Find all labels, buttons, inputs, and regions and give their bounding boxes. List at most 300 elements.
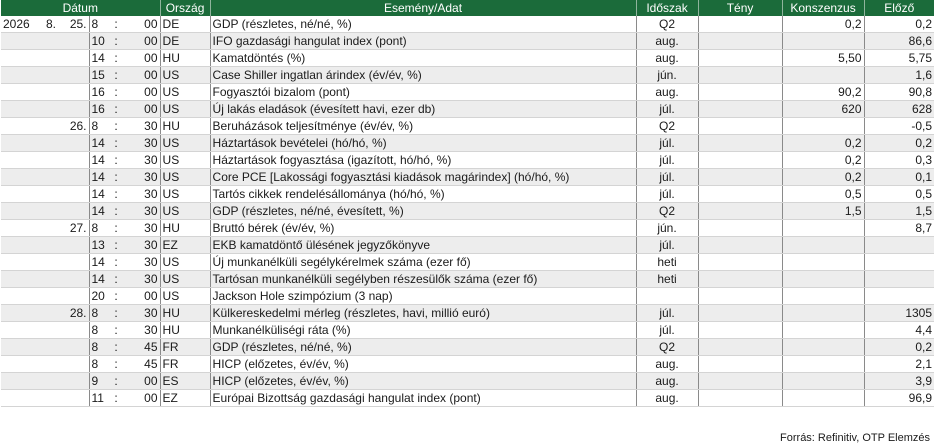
event-cell: GDP (részletes, né/né, %) (210, 16, 636, 33)
actual-cell (698, 186, 782, 203)
consensus-cell (782, 373, 864, 390)
country-cell: EZ (160, 237, 210, 254)
economic-calendar-table (1, 0, 934, 407)
time-minute-cell: 00 (123, 50, 160, 67)
event-cell: Új munkanélküli segélykérelmek száma (ezer fő) (210, 254, 636, 271)
previous-cell (864, 254, 934, 271)
country-cell: US (160, 288, 210, 305)
table-row (1, 356, 934, 373)
actual-cell (698, 254, 782, 271)
period-cell: Q2 (636, 339, 698, 356)
consensus-cell: 620 (782, 101, 864, 118)
date-month-cell (38, 237, 58, 254)
time-hour-cell: 9 (89, 373, 109, 390)
table-header-row (1, 0, 934, 16)
date-month-cell (38, 152, 58, 169)
country-cell: US (160, 67, 210, 84)
time-hour-cell: 8 (89, 16, 109, 33)
time-minute-cell: 45 (123, 339, 160, 356)
time-separator: : (109, 84, 123, 101)
date-day-cell (58, 356, 89, 373)
country-cell: US (160, 169, 210, 186)
consensus-cell (782, 254, 864, 271)
consensus-cell: 0,2 (782, 16, 864, 33)
period-cell: jún. (636, 220, 698, 237)
time-minute-cell: 45 (123, 356, 160, 373)
time-separator: : (109, 356, 123, 373)
previous-cell: 0,2 (864, 16, 934, 33)
date-month-cell (38, 118, 58, 135)
table-row (1, 288, 934, 305)
country-cell: US (160, 101, 210, 118)
previous-cell: 8,7 (864, 220, 934, 237)
date-year-cell (1, 322, 38, 339)
time-separator: : (109, 50, 123, 67)
time-hour-cell: 11 (89, 390, 109, 407)
event-cell: IFO gazdasági hangulat index (pont) (210, 33, 636, 50)
time-separator: : (109, 373, 123, 390)
time-separator: : (109, 305, 123, 322)
time-separator: : (109, 271, 123, 288)
consensus-cell: 0,5 (782, 186, 864, 203)
period-cell: aug. (636, 84, 698, 101)
date-year-cell (1, 390, 38, 407)
period-cell: heti (636, 271, 698, 288)
time-separator: : (109, 220, 123, 237)
event-cell: Kamatdöntés (%) (210, 50, 636, 67)
col-header-event: Esemény/Adat (210, 0, 636, 16)
table-row (1, 50, 934, 67)
date-day-cell (58, 186, 89, 203)
actual-cell (698, 16, 782, 33)
date-year-cell (1, 101, 38, 118)
time-separator: : (109, 186, 123, 203)
table-row (1, 203, 934, 220)
date-day-cell (58, 237, 89, 254)
col-header-period: Időszak (636, 0, 698, 16)
country-cell: US (160, 135, 210, 152)
date-month-cell (38, 84, 58, 101)
consensus-cell (782, 356, 864, 373)
date-year-cell (1, 237, 38, 254)
country-cell: DE (160, 33, 210, 50)
date-month-cell (38, 135, 58, 152)
time-separator: : (109, 322, 123, 339)
date-year-cell (1, 373, 38, 390)
date-day-cell (58, 84, 89, 101)
period-cell: jún. (636, 67, 698, 84)
time-hour-cell: 16 (89, 84, 109, 101)
period-cell: júl. (636, 186, 698, 203)
actual-cell (698, 237, 782, 254)
time-separator: : (109, 169, 123, 186)
previous-cell: 628 (864, 101, 934, 118)
date-month-cell (38, 254, 58, 271)
consensus-cell (782, 288, 864, 305)
time-minute-cell: 30 (123, 220, 160, 237)
period-cell: júl. (636, 169, 698, 186)
actual-cell (698, 373, 782, 390)
previous-cell: 0,3 (864, 152, 934, 169)
time-minute-cell: 00 (123, 373, 160, 390)
time-minute-cell: 00 (123, 288, 160, 305)
time-separator: : (109, 135, 123, 152)
time-hour-cell: 14 (89, 186, 109, 203)
actual-cell (698, 390, 782, 407)
date-month-cell (38, 271, 58, 288)
time-separator: : (109, 101, 123, 118)
period-cell: júl. (636, 135, 698, 152)
actual-cell (698, 33, 782, 50)
col-header-date: Dátum (1, 0, 160, 16)
date-day-cell (58, 33, 89, 50)
actual-cell (698, 220, 782, 237)
event-cell: GDP (részletes, né/né, %) (210, 339, 636, 356)
event-cell: Munkanélküliségi ráta (%) (210, 322, 636, 339)
period-cell: aug. (636, 390, 698, 407)
period-cell: aug. (636, 33, 698, 50)
consensus-cell (782, 67, 864, 84)
table-row (1, 16, 934, 33)
period-cell: júl. (636, 305, 698, 322)
table-row (1, 118, 934, 135)
period-cell: júl. (636, 322, 698, 339)
time-minute-cell: 30 (123, 254, 160, 271)
date-year-cell (1, 186, 38, 203)
actual-cell (698, 50, 782, 67)
previous-cell: 3,9 (864, 373, 934, 390)
event-cell: Tartós cikkek rendelésállománya (hó/hó, %) (210, 186, 636, 203)
time-separator: : (109, 237, 123, 254)
date-month-cell (38, 33, 58, 50)
time-separator: : (109, 16, 123, 33)
col-header-actual: Tény (698, 0, 782, 16)
col-header-previous: Előző (864, 0, 934, 16)
consensus-cell (782, 390, 864, 407)
actual-cell (698, 356, 782, 373)
date-day-cell (58, 322, 89, 339)
actual-cell (698, 322, 782, 339)
date-day-cell (58, 169, 89, 186)
period-cell (636, 288, 698, 305)
table-row (1, 305, 934, 322)
date-month-cell (38, 50, 58, 67)
date-day-cell: 25. (58, 16, 89, 33)
country-cell: US (160, 186, 210, 203)
consensus-cell (782, 339, 864, 356)
col-header-consensus: Konszenzus (782, 0, 864, 16)
time-hour-cell: 14 (89, 135, 109, 152)
previous-cell: 1,6 (864, 67, 934, 84)
table-row (1, 33, 934, 50)
date-year-cell (1, 339, 38, 356)
previous-cell: 0,2 (864, 135, 934, 152)
country-cell: US (160, 203, 210, 220)
time-separator: : (109, 33, 123, 50)
time-hour-cell: 8 (89, 322, 109, 339)
time-hour-cell: 10 (89, 33, 109, 50)
actual-cell (698, 288, 782, 305)
event-cell: Fogyasztói bizalom (pont) (210, 84, 636, 101)
col-header-country: Ország (160, 0, 210, 16)
date-day-cell (58, 254, 89, 271)
date-month-cell: 8. (38, 16, 58, 33)
consensus-cell (782, 33, 864, 50)
period-cell: aug. (636, 50, 698, 67)
consensus-cell (782, 118, 864, 135)
date-day-cell (58, 152, 89, 169)
date-year-cell (1, 254, 38, 271)
event-cell: EKB kamatdöntő ülésének jegyzőkönyve (210, 237, 636, 254)
time-hour-cell: 13 (89, 237, 109, 254)
table-row (1, 373, 934, 390)
time-hour-cell: 14 (89, 271, 109, 288)
previous-cell: 86,6 (864, 33, 934, 50)
country-cell: US (160, 84, 210, 101)
source-note: Forrás: Refinitiv, OTP Elemzés (780, 432, 930, 444)
country-cell: FR (160, 339, 210, 356)
period-cell: júl. (636, 237, 698, 254)
actual-cell (698, 101, 782, 118)
time-separator: : (109, 339, 123, 356)
previous-cell: 90,8 (864, 84, 934, 101)
date-day-cell (58, 135, 89, 152)
time-hour-cell: 8 (89, 305, 109, 322)
consensus-cell (782, 305, 864, 322)
period-cell: Q2 (636, 203, 698, 220)
time-minute-cell: 00 (123, 33, 160, 50)
date-day-cell (58, 271, 89, 288)
date-month-cell (38, 339, 58, 356)
country-cell: HU (160, 305, 210, 322)
actual-cell (698, 67, 782, 84)
event-cell: Európai Bizottság gazdasági hangulat index (pont) (210, 390, 636, 407)
date-day-cell (58, 373, 89, 390)
period-cell: Q2 (636, 118, 698, 135)
previous-cell: 1305 (864, 305, 934, 322)
time-separator: : (109, 254, 123, 271)
consensus-cell (782, 322, 864, 339)
time-hour-cell: 15 (89, 67, 109, 84)
event-cell: GDP (részletes, né/né, évesített, %) (210, 203, 636, 220)
event-cell: Külkereskedelmi mérleg (részletes, havi, millió euró) (210, 305, 636, 322)
time-minute-cell: 30 (123, 322, 160, 339)
actual-cell (698, 271, 782, 288)
time-separator: : (109, 118, 123, 135)
time-separator: : (109, 152, 123, 169)
country-cell: FR (160, 356, 210, 373)
consensus-cell: 90,2 (782, 84, 864, 101)
date-day-cell: 27. (58, 220, 89, 237)
previous-cell: -0,5 (864, 118, 934, 135)
date-month-cell (38, 186, 58, 203)
period-cell: Q2 (636, 16, 698, 33)
date-year-cell (1, 220, 38, 237)
consensus-cell (782, 271, 864, 288)
country-cell: US (160, 271, 210, 288)
previous-cell: 2,1 (864, 356, 934, 373)
time-minute-cell: 30 (123, 118, 160, 135)
time-hour-cell: 8 (89, 220, 109, 237)
date-month-cell (38, 220, 58, 237)
country-cell: EZ (160, 390, 210, 407)
event-cell: Bruttó bérek (év/év, %) (210, 220, 636, 237)
table-row (1, 390, 934, 407)
date-year-cell (1, 50, 38, 67)
date-month-cell (38, 101, 58, 118)
country-cell: HU (160, 220, 210, 237)
event-cell: HICP (előzetes, év/év, %) (210, 356, 636, 373)
time-hour-cell: 14 (89, 169, 109, 186)
table-row (1, 186, 934, 203)
time-minute-cell: 30 (123, 271, 160, 288)
date-month-cell (38, 203, 58, 220)
date-year-cell (1, 33, 38, 50)
table-row (1, 169, 934, 186)
consensus-cell: 0,2 (782, 152, 864, 169)
table-row (1, 339, 934, 356)
table-row (1, 84, 934, 101)
date-year-cell (1, 356, 38, 373)
country-cell: ES (160, 373, 210, 390)
event-cell: Beruházások teljesítménye (év/év, %) (210, 118, 636, 135)
time-minute-cell: 30 (123, 305, 160, 322)
date-year-cell (1, 288, 38, 305)
time-minute-cell: 00 (123, 101, 160, 118)
previous-cell: 0,2 (864, 339, 934, 356)
actual-cell (698, 118, 782, 135)
date-month-cell (38, 322, 58, 339)
time-minute-cell: 00 (123, 67, 160, 84)
date-day-cell (58, 50, 89, 67)
consensus-cell: 5,50 (782, 50, 864, 67)
time-separator: : (109, 67, 123, 84)
table-row (1, 254, 934, 271)
time-minute-cell: 30 (123, 169, 160, 186)
date-month-cell (38, 288, 58, 305)
date-day-cell (58, 390, 89, 407)
table-row (1, 101, 934, 118)
table-row (1, 67, 934, 84)
consensus-cell: 0,2 (782, 169, 864, 186)
period-cell: aug. (636, 373, 698, 390)
time-minute-cell: 00 (123, 84, 160, 101)
period-cell: aug. (636, 356, 698, 373)
actual-cell (698, 305, 782, 322)
date-year-cell (1, 84, 38, 101)
table-row (1, 152, 934, 169)
country-cell: US (160, 152, 210, 169)
date-day-cell (58, 339, 89, 356)
date-day-cell (58, 288, 89, 305)
event-cell: Jackson Hole szimpózium (3 nap) (210, 288, 636, 305)
actual-cell (698, 169, 782, 186)
time-separator: : (109, 203, 123, 220)
previous-cell: 4,4 (864, 322, 934, 339)
actual-cell (698, 203, 782, 220)
table-row (1, 322, 934, 339)
period-cell: júl. (636, 152, 698, 169)
event-cell: HICP (előzetes, év/év, %) (210, 373, 636, 390)
time-minute-cell: 30 (123, 135, 160, 152)
table-row (1, 220, 934, 237)
actual-cell (698, 339, 782, 356)
date-day-cell (58, 203, 89, 220)
previous-cell: 96,9 (864, 390, 934, 407)
consensus-cell: 0,2 (782, 135, 864, 152)
actual-cell (698, 135, 782, 152)
consensus-cell (782, 237, 864, 254)
event-cell: Új lakás eladások (évesített havi, ezer db) (210, 101, 636, 118)
table-row (1, 237, 934, 254)
previous-cell: 0,1 (864, 169, 934, 186)
date-month-cell (38, 67, 58, 84)
table-body (1, 16, 934, 407)
date-month-cell (38, 390, 58, 407)
date-day-cell: 26. (58, 118, 89, 135)
date-month-cell (38, 356, 58, 373)
event-cell: Tartósan munkanélküli segélyben részesülők száma (ezer fő) (210, 271, 636, 288)
time-hour-cell: 14 (89, 50, 109, 67)
time-hour-cell: 20 (89, 288, 109, 305)
time-separator: : (109, 390, 123, 407)
time-hour-cell: 8 (89, 118, 109, 135)
time-minute-cell: 30 (123, 237, 160, 254)
date-year-cell: 2026 (1, 16, 38, 33)
date-year-cell (1, 152, 38, 169)
previous-cell (864, 237, 934, 254)
table-row (1, 271, 934, 288)
date-year-cell (1, 135, 38, 152)
date-year-cell (1, 118, 38, 135)
previous-cell (864, 271, 934, 288)
date-year-cell (1, 203, 38, 220)
event-cell: Háztartások bevételei (hó/hó, %) (210, 135, 636, 152)
previous-cell: 0,5 (864, 186, 934, 203)
country-cell: HU (160, 118, 210, 135)
time-minute-cell: 00 (123, 390, 160, 407)
country-cell: US (160, 254, 210, 271)
date-year-cell (1, 271, 38, 288)
date-month-cell (38, 169, 58, 186)
date-year-cell (1, 169, 38, 186)
event-cell: Háztartások fogyasztása (igazított, hó/hó, %) (210, 152, 636, 169)
date-day-cell (58, 101, 89, 118)
time-separator: : (109, 288, 123, 305)
time-minute-cell: 30 (123, 203, 160, 220)
actual-cell (698, 152, 782, 169)
country-cell: HU (160, 322, 210, 339)
time-hour-cell: 14 (89, 152, 109, 169)
date-year-cell (1, 67, 38, 84)
time-hour-cell: 8 (89, 339, 109, 356)
consensus-cell: 1,5 (782, 203, 864, 220)
country-cell: DE (160, 16, 210, 33)
event-cell: Case Shiller ingatlan árindex (év/év, %) (210, 67, 636, 84)
time-minute-cell: 30 (123, 152, 160, 169)
date-month-cell (38, 373, 58, 390)
previous-cell: 1,5 (864, 203, 934, 220)
time-hour-cell: 8 (89, 356, 109, 373)
date-day-cell: 28. (58, 305, 89, 322)
table-row (1, 135, 934, 152)
time-hour-cell: 14 (89, 203, 109, 220)
country-cell: HU (160, 50, 210, 67)
event-cell: Core PCE [Lakossági fogyasztási kiadások magárindex] (hó/hó, %) (210, 169, 636, 186)
consensus-cell (782, 220, 864, 237)
date-month-cell (38, 305, 58, 322)
time-minute-cell: 30 (123, 186, 160, 203)
